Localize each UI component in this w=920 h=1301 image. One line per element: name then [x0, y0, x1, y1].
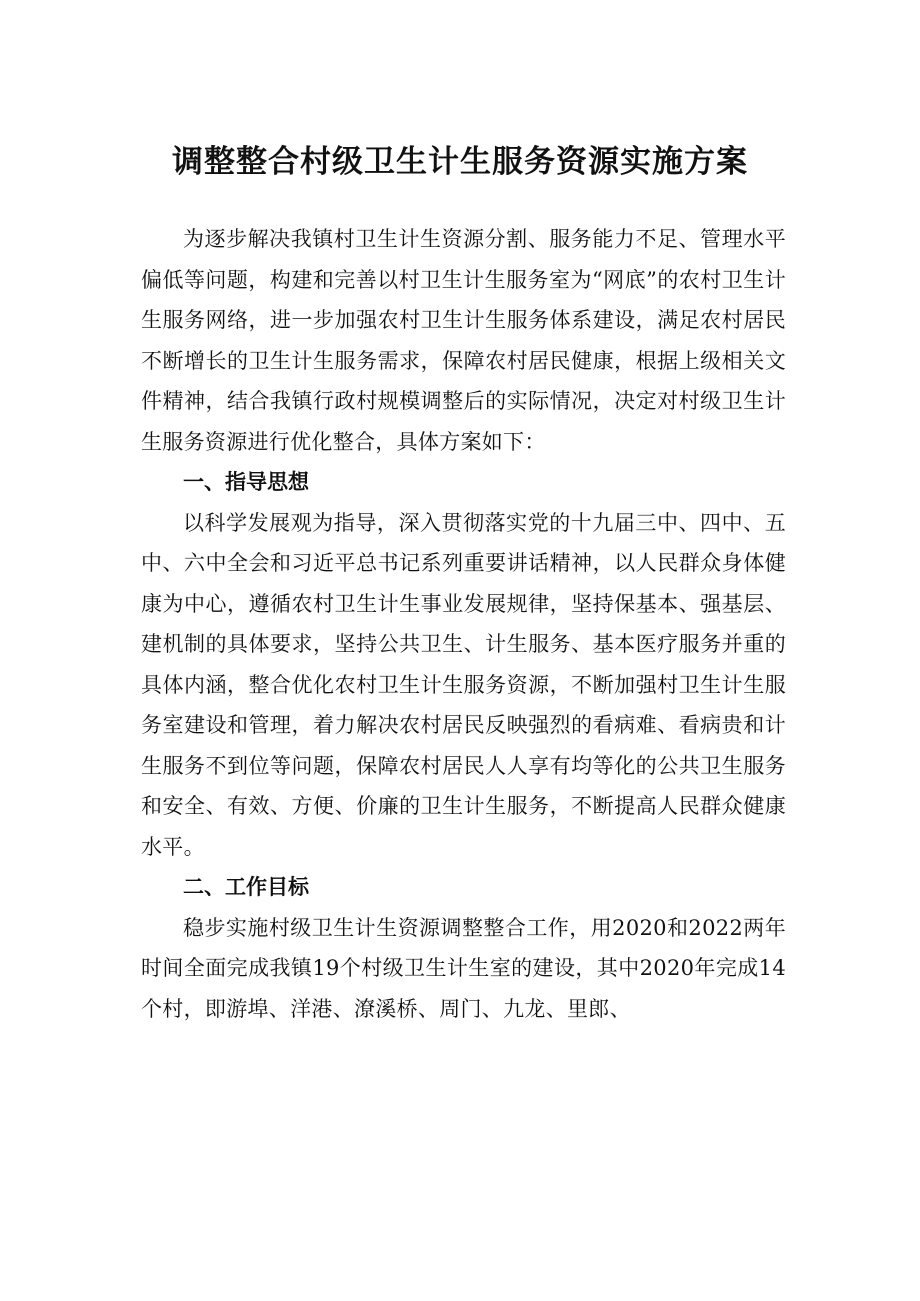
document-body	[141, 219, 786, 1029]
section-heading-work-goals: 二、工作目标	[183, 875, 309, 899]
intro-paragraph: 为逐步解决我镇村卫生计生资源分割、服务能力不足、管理水平偏低等问题，构建和完善以村卫生计生服务室为“网底”的农村卫生计生服务网络，进一步加强农村卫生计生服务体系建设，满足农村居民不断增长的卫生计生服务需求，保障农村居民健康，根据上级相关文件精神，结合我镇行政村规模调整后的实际情况，决定对村级卫生计生服务资源进行优化整合，具体方案如下：	[141, 227, 786, 454]
section-paragraph-work-goals: 稳步实施村级卫生计生资源调整整合工作，用2020和2022两年时间全面完成我镇19个村级卫生计生室的建设，其中2020年完成14个村，即游埠、洋港、潦溪桥、周门、九龙、里郎、	[141, 915, 786, 1021]
document-title: 调整整合村级卫生计生服务资源实施方案	[172, 144, 748, 180]
section-heading-guiding-ideology: 一、指导思想	[183, 470, 309, 494]
section-paragraph-guiding-ideology: 以科学发展观为指导，深入贯彻落实党的十九届三中、四中、五中、六中全会和习近平总书记系列重要讲话精神，以人民群众身体健康为中心，遵循农村卫生计生事业发展规律，坚持保基本、强基层、建机制的具体要求，坚持公共卫生、计生服务、基本医疗服务并重的具体内涵，整合优化农村卫生计生服务资源，不断加强村卫生计生服务室建设和管理，着力解决农村居民反映强烈的看病难、看病贵和计生服务不到位等问题，保障农村居民人人享有均等化的公共卫生服务和安全、有效、方便、价廉的卫生计生服务，不断提高人民群众健康水平。	[141, 510, 786, 859]
